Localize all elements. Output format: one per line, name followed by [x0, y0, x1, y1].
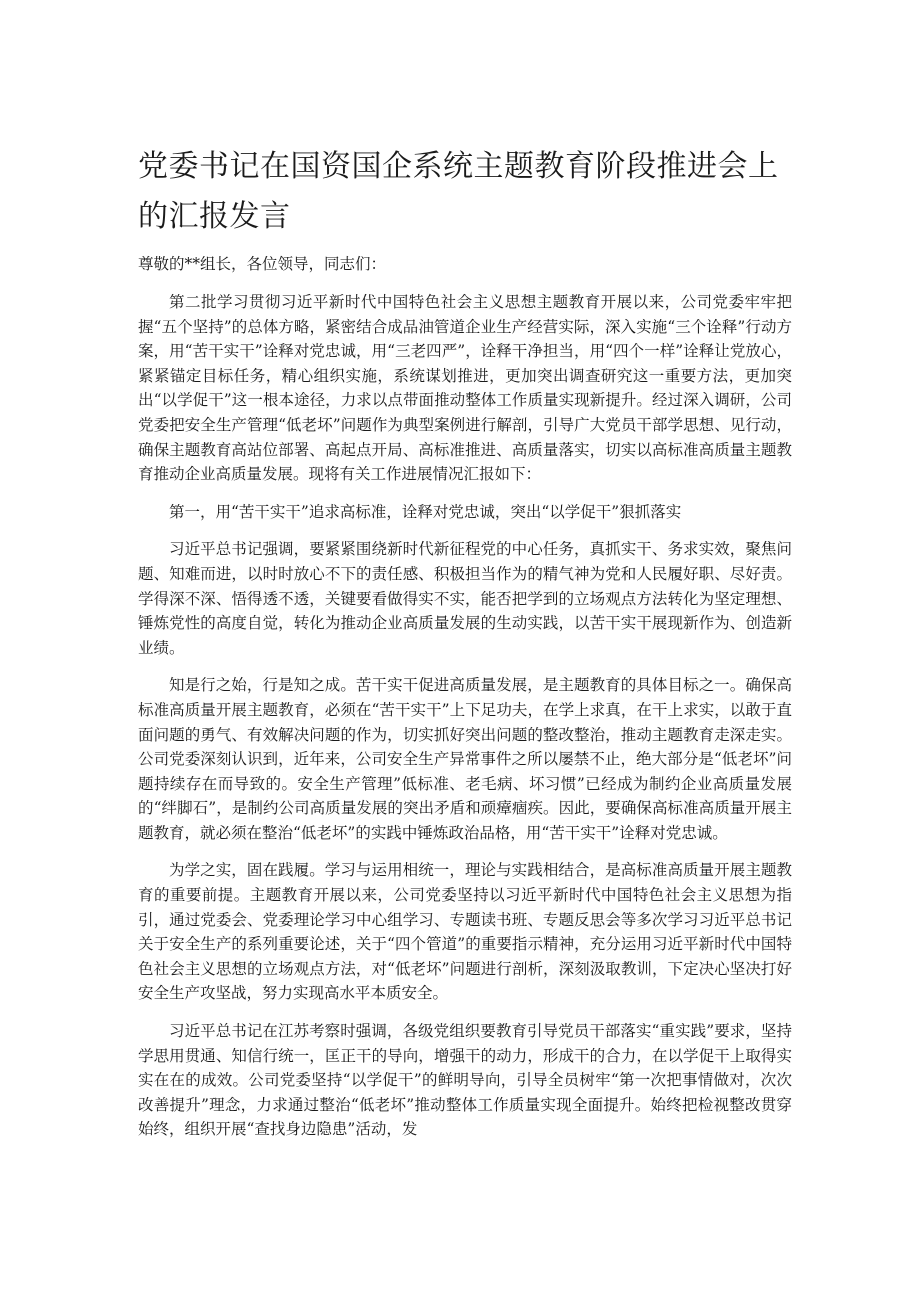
paragraph-body: 习近平总书记在江苏考察时强调，各级党组织要教育引导党员干部落实“重实践”要求，坚持学思用贯通、知信行统一，匡正干的导向，增强干的动力，形成干的合力，在以学促干上取得实实在在的成效。公司党委坚持“以学促干”的鲜明导向，引导全员树牢“第一次把事情做对，次次改善提升”理念，力求通过整治“低老坏”推动整体工作质量实现全面提升。始终把检视整改贯穿始终，组织开展“查找身边隐患”活动，发	[138, 1022, 792, 1139]
paragraph-body: 为学之实，固在践履。学习与运用相统一，理论与实践相结合，是高标准高质量开展主题教育的重要前提。主题教育开展以来，公司党委坚持以习近平新时代中国特色社会主义思想为指引，通过党委会、党委理论学习中心组学习、专题读书班、专题反思会等多次学习习近平总书记关于安全生产的系列重要论述，关于“四个管道”的重要指示精神，充分运用习近平新时代中国特色社会主义思想的立场观点方法，对“低老坏”问题进行剖析，深刻汲取教训，下定决心坚决打好安全生产攻坚战，努力实现高水平本质安全。	[138, 861, 792, 1003]
salutation: 尊敬的**组长，各位领导，同志们：	[138, 255, 387, 273]
paragraph-body: 习近平总书记强调，要紧紧围绕新时代新征程党的中心任务，真抓实干、务求实效，聚焦问题、知难而进，以时时放心不下的责任感、积极担当作为的精气神为党和人民履好职、尽好责。学得深不深、悟得透不透，关键要看做得实不实，能否把学到的立场观点方法转化为坚定理想、锤炼党性的高度自觉，转化为推动企业高质量发展的生动实践，以苦干实干展现新作为、创造新业绩。	[138, 540, 792, 657]
section-heading-first: 第一，用“苦干实干”追求高标准，诠释对党忠诚，突出“以学促干”狠抓落实	[169, 502, 682, 521]
paragraph-body: 知是行之始，行是知之成。苦干实干促进高质量发展，是主题教育的具体目标之一。确保高标准高质量开展主题教育，必须在“苦干实干”上下足功夫，在学上求真，在干上求实，以敢于直面问题的勇气、有效解决问题的作为，切实抓好突出问题的整改整治，推动主题教育走深走实。公司党委深刻认识到，近年来，公司安全生产异常事件之所以屡禁不止，绝大部分是“低老坏”问题持续存在而导致的。安全生产管理”低标准、老毛病、坏习惯”已经成为制约企业高质量发展的“绊脚石”，是制约公司高质量发展的突出矛盾和顽瘴痼疾。因此，要确保高标准高质量开展主题教育，就必须在整治“低老坏”的实践中锤炼政治品格，用“苦干实干”诠释对党忠诚。	[138, 676, 792, 842]
document-page	[138, 142, 792, 1155]
paragraph-intro: 第二批学习贯彻习近平新时代中国特色社会主义思想主题教育开展以来，公司党委牢牢把握“五个坚持”的总体方略，紧密结合成品油管道企业生产经营实际，深入实施“三个诠释”行动方案，用“苦干实干”诠释对党忠诚，用“三老四严”，诠释干净担当，用“四个一样”诠释让党放心，紧紧锚定目标任务，精心组织实施，系统谋划推进，更加突出调查研究这一重要方法，更加突出“以学促干”这一根本途径，力求以点带面推动整体工作质量实现新提升。经过深入调研，公司党委把安全生产管理“低老坏”问题作为典型案例进行解剖，引导广大党员干部学思想、见行动，确保主题教育高站位部署、高起点开局、高标准推进、高质量落实，切实以高标准高质量主题教育推动企业高质量发展。现将有关工作进展情况汇报如下：	[138, 293, 792, 484]
document-title: 党委书记在国资国企系统主题教育阶段推进会上的汇报发言	[138, 149, 779, 234]
